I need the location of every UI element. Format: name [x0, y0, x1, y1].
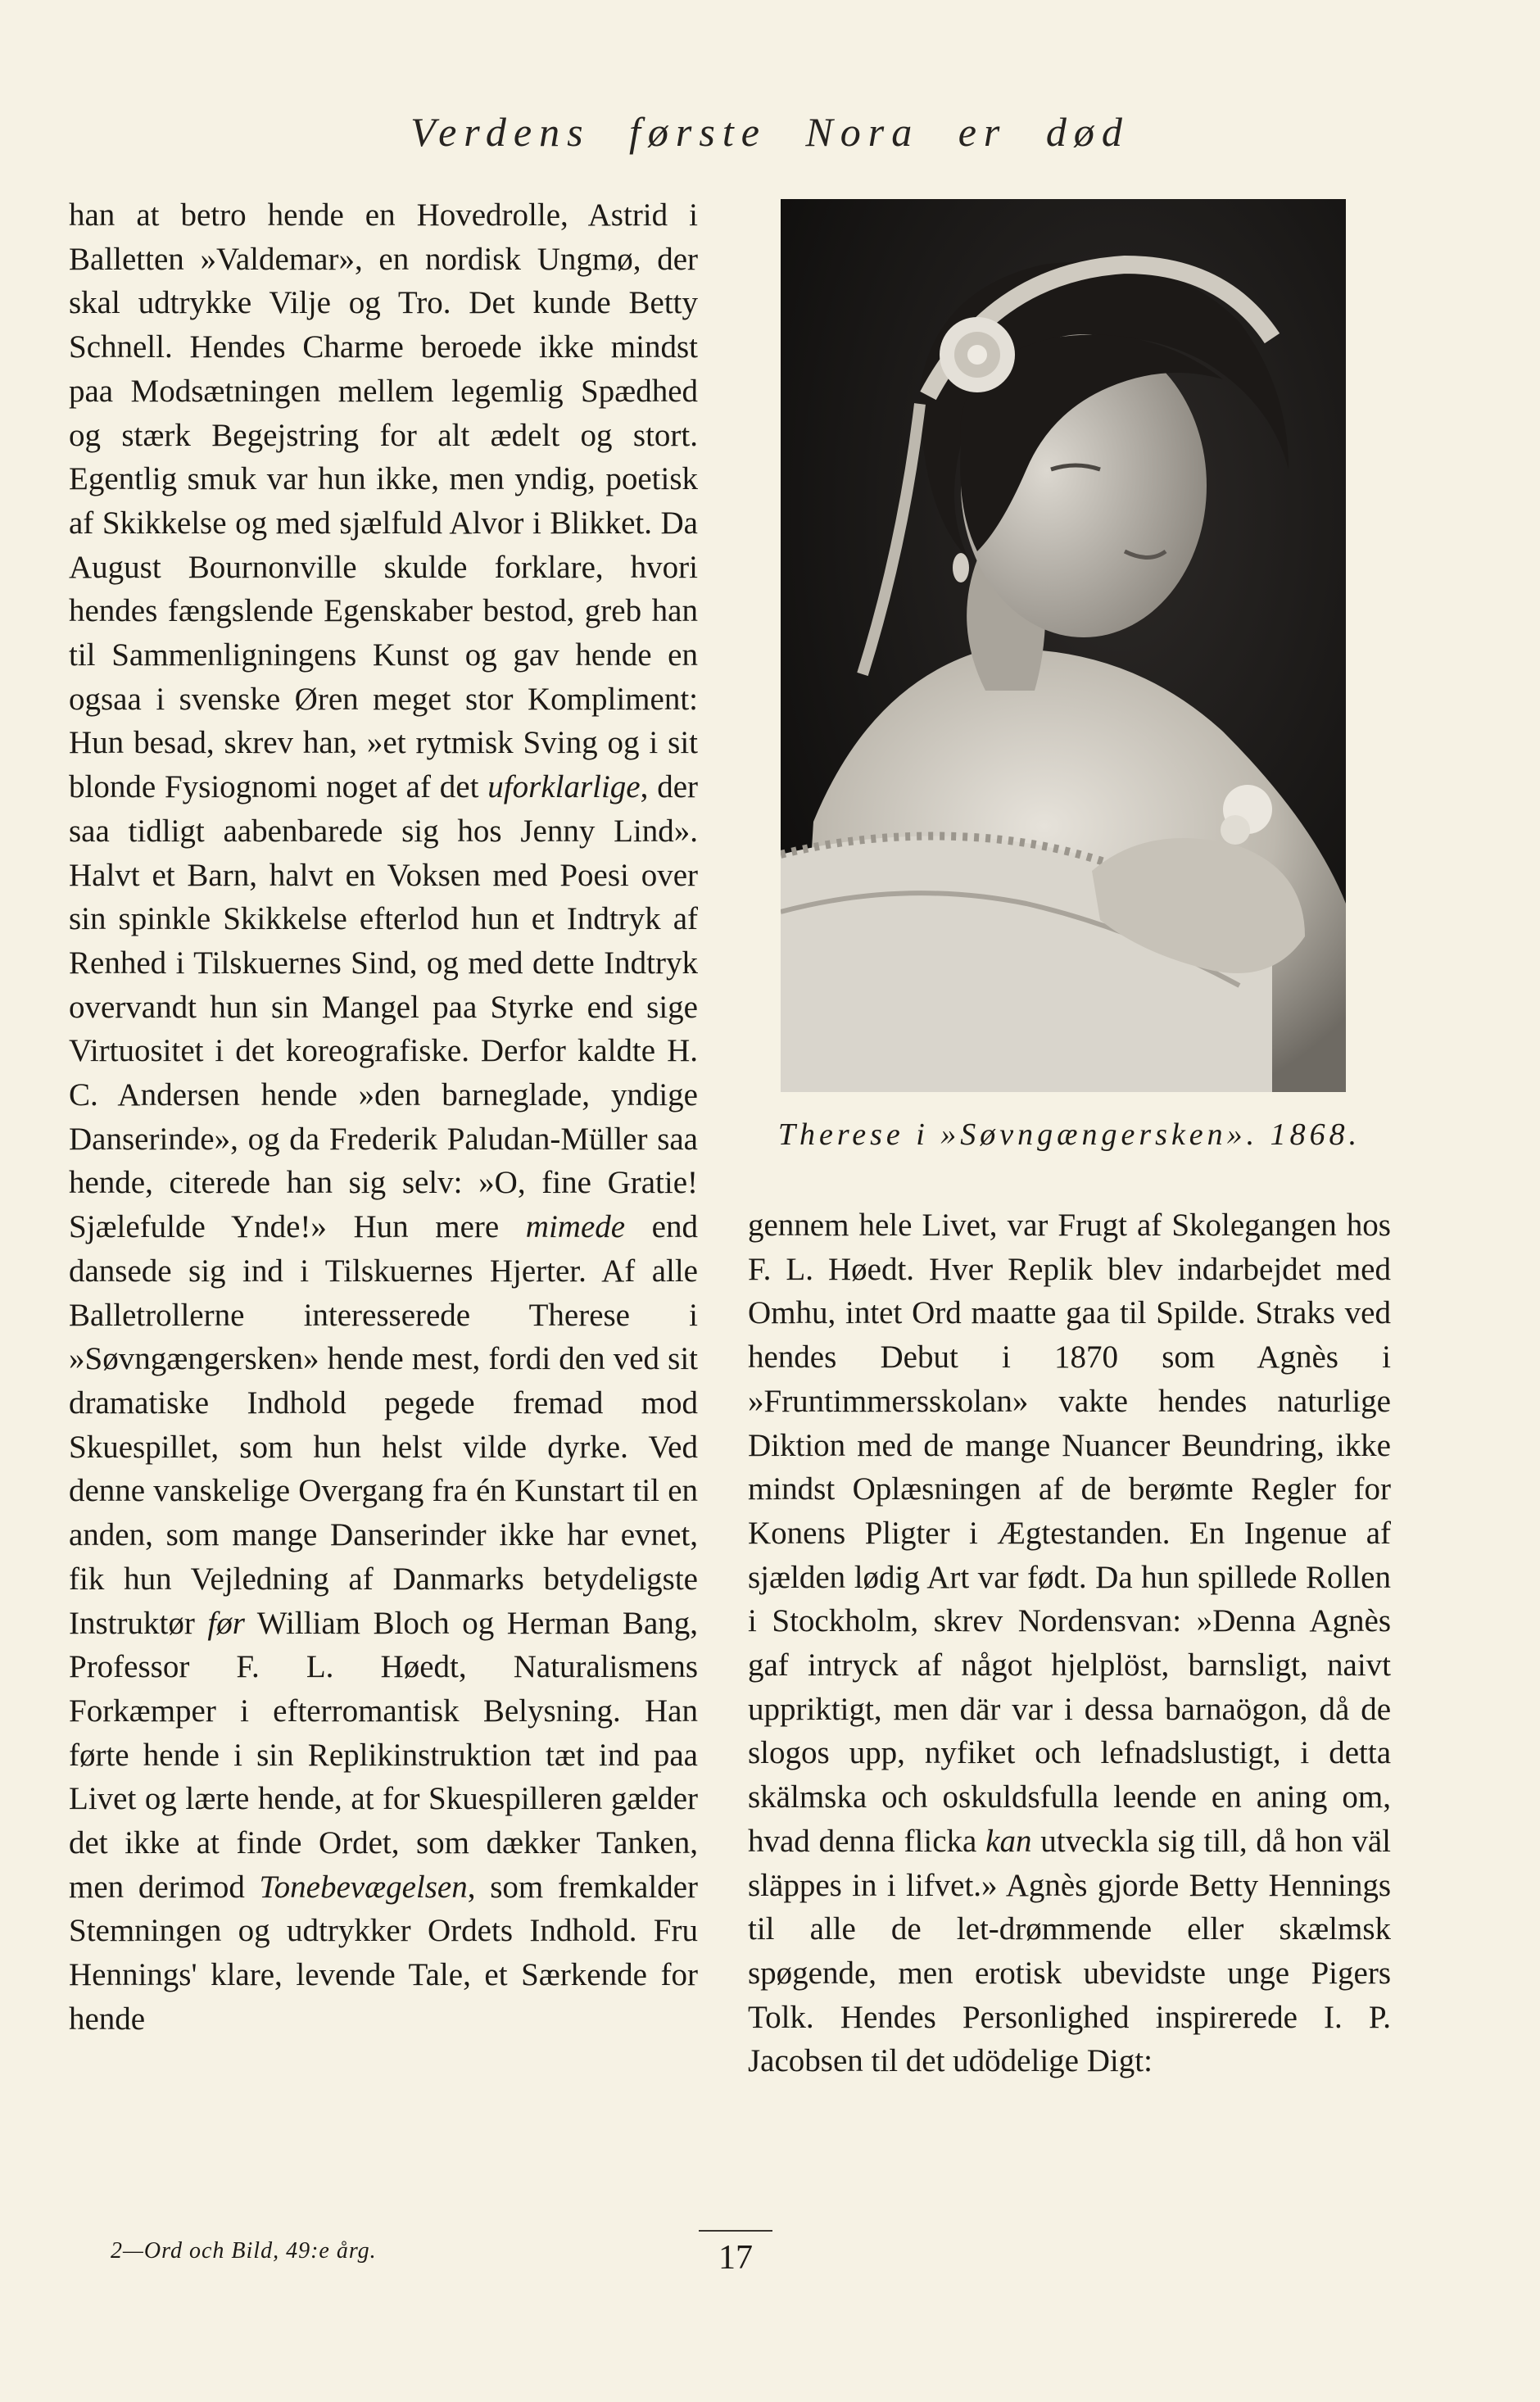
emphasis-text: kan	[985, 1823, 1032, 1859]
page-number-rule	[699, 2230, 772, 2232]
text-run: , der saa tidligt aabenbarede sig hos Jenny Lind». Halvt et Barn, halvt en Voksen med Poesi over sin spinkle Skikkelse efterlod hun et Indtryk af Renhed i Tilskuernes Sind, og med dette Indtryk overvandt hun sin Mangel paa Styrke end sige Virtuositet i det koreografiske. Derfor kaldte H. C. Andersen hende »den barneglade, yndige Danserinde», og da Frederik Paludan-Müller saa hende, citerede han sig selv: »O, fine Gratie! Sjælefulde Ynde!» Hun mere	[69, 769, 698, 1245]
photo-caption: Therese i »Søvngængersken». 1868.	[777, 1117, 1361, 1152]
text-run: utveckla sig till, då hon väl släppes in i lifvet.» Agnès gjorde Betty Hennings til alle de let-drømmende eller skælmsk spøgende, men erotisk ubevidste unge Pigers Tolk. Hendes Personlighed inspirerede I. P. Jacobsen til det udödelige Digt:	[748, 1823, 1391, 2079]
emphasis-text: mimede	[525, 1209, 626, 1245]
page-number: 17	[718, 2239, 753, 2277]
emphasis-text: uforklarlige	[487, 769, 641, 805]
page-header-title: Verdens første Nora er død	[410, 109, 1130, 155]
text-run: William Bloch og Herman Bang, Professor F. L. Høedt, Naturalismens Forkæmper i efterromantisk Belysning. Han førte hende i sin Replikinstruktion tæt ind paa Livet og lærte hende, at for Skuespilleren gælder det ikke at finde Ordet, som dækker Tanken, men derimod	[69, 1605, 699, 1905]
left-column-paragraph	[69, 193, 698, 2042]
text-run: end dansede sig ind i Tilskuernes Hjerter. Af alle Balletrollerne interesserede Therese i »Søvngængersken» hende mest, fordi den ved sit dramatiske Indhold pegede fremad mod Skuespillet, som hun helst vilde dyrke. Ved denne vanskelige Overgang fra én Kunstart til en anden, som mange Danserinder ikke har evnet, fik hun Vejledning af Danmarks betydeligste Instruktør	[69, 1209, 698, 1641]
text-run: han at betro hende en Hovedrolle, Astrid i Balletten »Valdemar», en nordisk Ungmø, der skal udtrykke Vilje og Tro. Det kunde Betty Schnell. Hendes Charme beroede ikke mindst paa Modsætningen mellem legemlig Spædhed og stærk Begejstring for alt ædelt og stort. Egentlig smuk var hun ikke, men yndig, poetisk af Skikkelse og med sjælfuld Alvor i Blikket. Da August Bournonville skulde forklare, hvori hendes fængslende Egenskaber bestod, greb han til Sammenligningens Kunst og gav hende en ogsaa i svenske Øren meget stor Kompliment: Hun besad, skrev han, »et rytmisk Sving og i sit blonde Fysiognomi noget af det	[69, 197, 698, 805]
left-column-text	[69, 193, 698, 2042]
emphasis-text: før	[207, 1605, 245, 1641]
portrait-illustration	[781, 199, 1346, 1092]
portrait-photo	[781, 199, 1346, 1092]
right-column-paragraph	[748, 1203, 1391, 2083]
text-run: gennem hele Livet, var Frugt af Skolegangen hos F. L. Høedt. Hver Replik blev indarbejdet med Omhu, intet Ord maatte gaa til Spilde. Straks ved hendes Debut i 1870 som Agnès i »Fruntimmersskolan» vakte hendes naturlige Diktion med de mange Nuancer Beundring, ikke mindst Oplæsningen af de berømte Regler for Konens Pligter i Ægtestanden. En Ingenue af sjælden lødig Art var født. Da hun spillede Rollen i Stockholm, skrev Nordensvan: »Denna Agnès gaf intryck af något hjelplöst, barnsligt, naivt uppriktigt, men där var i dessa barnaögon, då de slogos upp, nyfiket och lefnadslustigt, i detta skälmska och oskuldsfulla leende en aning om, hvad denna flicka	[748, 1208, 1391, 1859]
footer-source: 2—Ord och Bild, 49:e årg.	[111, 2238, 377, 2264]
emphasis-text: Tonebevægelsen	[259, 1869, 468, 1905]
text-run: , som fremkalder Stemningen og udtrykker Ordets Indhold. Fru Hennings' klare, levende Tale, et Særkende for hende	[69, 1869, 698, 2037]
right-column-text	[748, 1203, 1391, 2083]
